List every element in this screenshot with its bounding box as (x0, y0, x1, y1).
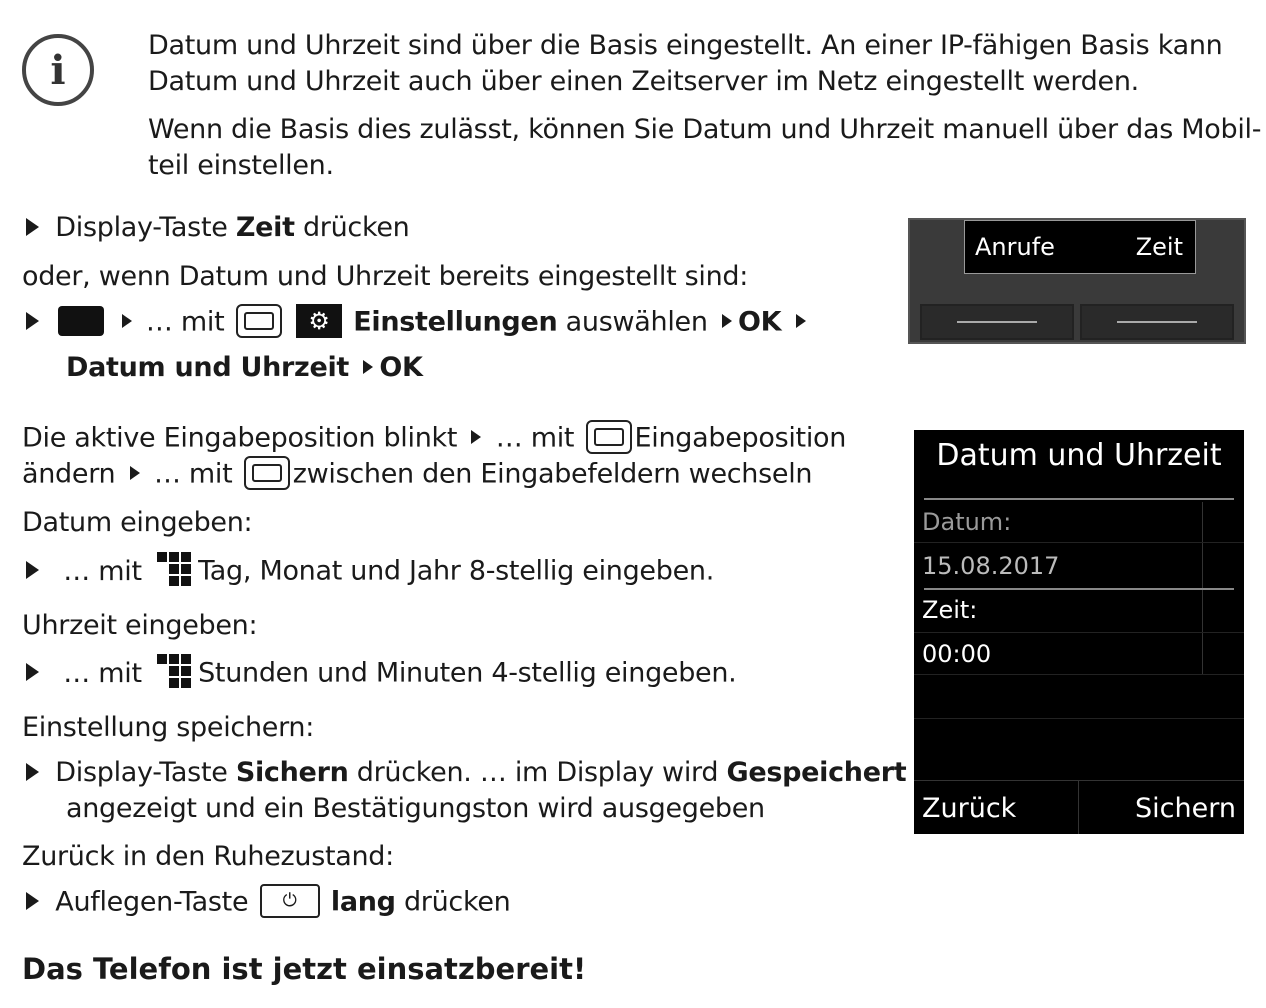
phone-display-date-time (914, 430, 1244, 834)
time-step: … mit Stunden und Minuten 4-stellig eingeben. (24, 652, 736, 696)
end-call-key-icon: ⏻ (260, 884, 320, 918)
arrow-icon (722, 314, 732, 328)
step-press-zeit: Display-Taste Zeit drücken (24, 210, 409, 246)
arrow-icon (796, 314, 806, 328)
nav-key-up-down-icon (244, 456, 290, 490)
nav-key-left-right-icon (586, 420, 632, 454)
arrow-icon (122, 314, 132, 328)
softkey-sichern[interactable]: Sichern (1135, 793, 1236, 824)
settings-gear-icon: ⚙ (296, 304, 342, 338)
active-position-line-2: ändern … mit zwischen den Eingabefeldern wechseln (22, 456, 812, 494)
step-settings-menu-line2: Datum und Uhrzeit OK (66, 352, 423, 383)
arrow-icon (130, 466, 140, 480)
nav-key-icon (236, 304, 282, 338)
softkey-zurueck[interactable]: Zurück (922, 793, 1017, 824)
keypad-icon (153, 550, 195, 590)
date-field[interactable]: 15.08.2017 (922, 552, 1060, 580)
active-position-line-1: Die aktive Eingabeposition blinkt … mit Eingabeposition (22, 420, 846, 458)
info-paragraph-1-line-1: Datum und Uhrzeit sind über die Basis eingestellt. An einer IP-fähigen Basis kann (148, 30, 1223, 61)
arrow-icon (26, 763, 39, 781)
arrow-icon (26, 892, 39, 910)
arrow-icon (471, 430, 481, 444)
divider (924, 498, 1234, 500)
display-title: Datum und Uhrzeit (936, 438, 1222, 473)
save-heading: Einstellung speichern: (22, 712, 315, 743)
save-step-line-1: Display-Taste Sichern drücken. … im Display wird Gespeichert (24, 755, 906, 791)
arrow-icon (26, 312, 39, 330)
menu-key-icon (58, 306, 104, 336)
arrow-icon (26, 663, 39, 681)
left-softkey-button[interactable] (920, 304, 1074, 340)
info-paragraph-1-line-2: Datum und Uhrzeit auch über einen Zeitserver im Netz eingestellt werden. (148, 66, 1139, 97)
info-paragraph-2-line-1: Wenn die Basis dies zulässt, können Sie Datum und Uhrzeit manuell über das Mobil- (148, 114, 1262, 145)
back-step: Auflegen-Taste ⏻ lang drücken (24, 884, 510, 922)
arrow-icon (363, 360, 373, 374)
keypad-icon (153, 652, 195, 692)
divider (924, 588, 1234, 590)
softkey-label-anrufe: Anrufe (975, 233, 1055, 261)
save-step-line-2: angezeigt und ein Bestätigungston wird ausgegeben (66, 793, 765, 824)
back-heading: Zurück in den Ruhezustand: (22, 841, 394, 872)
final-statement: Das Telefon ist jetzt einsatzbereit! (22, 952, 587, 986)
time-heading: Uhrzeit eingeben: (22, 610, 258, 641)
date-step: … mit Tag, Monat und Jahr 8-stellig eingeben. (24, 550, 714, 594)
date-label: Datum: (922, 508, 1012, 536)
info-paragraph-2-line-2: teil einstellen. (148, 150, 334, 181)
or-text: oder, wenn Datum und Uhrzeit bereits eingestellt sind: (22, 261, 749, 292)
arrow-icon (26, 561, 39, 579)
info-icon: i (22, 34, 94, 106)
arrow-icon (26, 218, 39, 236)
softkey-label-zeit: Zeit (1135, 233, 1183, 261)
step-settings-menu: … mit ⚙ Einstellungen auswählen OK (24, 304, 812, 342)
phone-screen (964, 220, 1196, 274)
phone-softkeys-illustration (908, 218, 1246, 344)
time-field[interactable]: 00:00 (922, 640, 992, 668)
time-label: Zeit: (922, 596, 978, 624)
right-softkey-button[interactable] (1080, 304, 1234, 340)
date-heading: Datum eingeben: (22, 507, 253, 538)
